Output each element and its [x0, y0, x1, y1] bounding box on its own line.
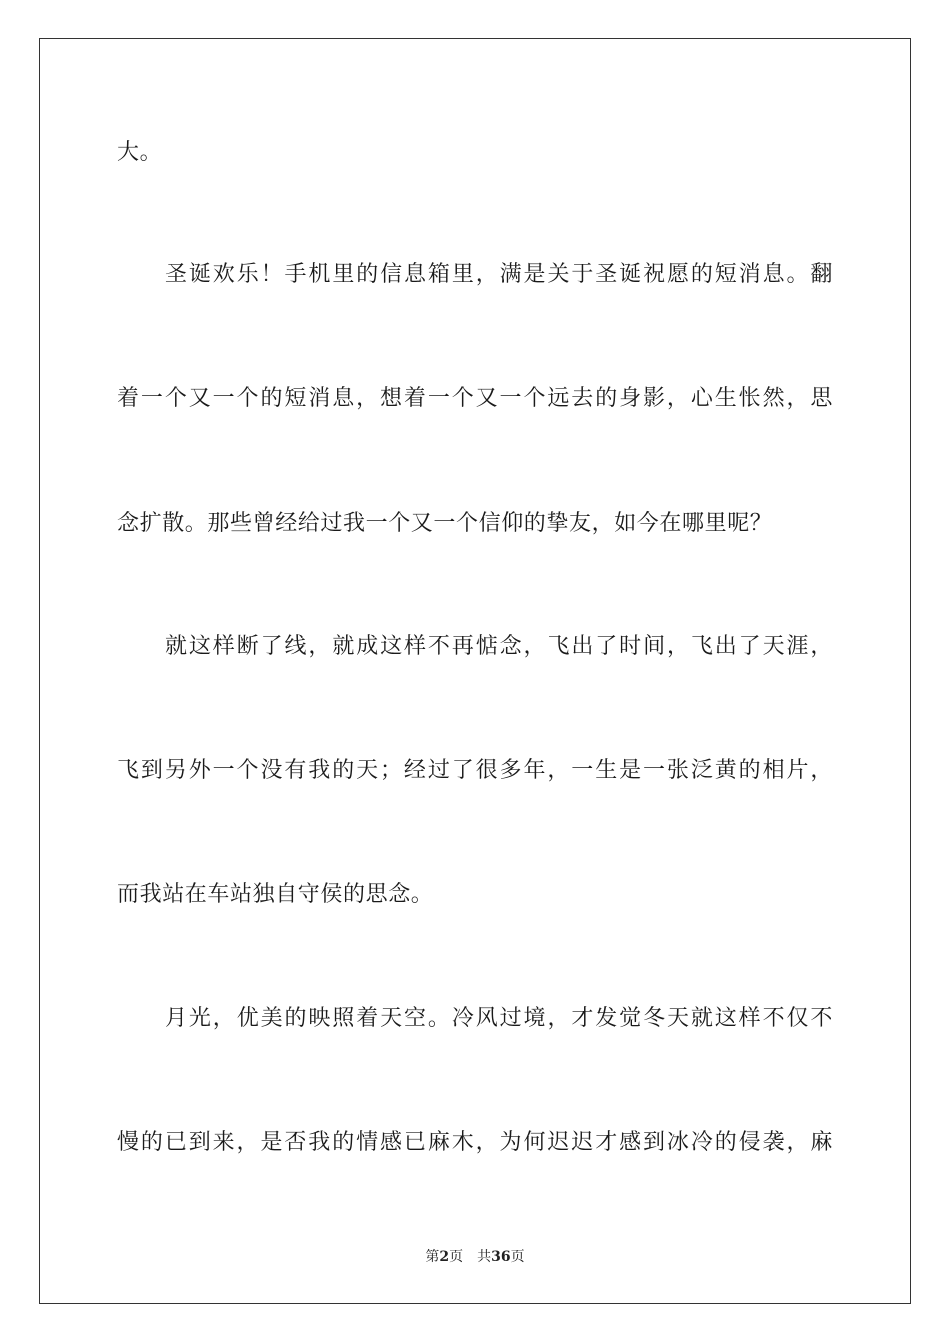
page-prefix: 第 [425, 1249, 440, 1265]
text-line-9: 慢的已到来，是否我的情感已麻木，为何迟迟才感到冰冷的侵袭，麻 [117, 1130, 833, 1155]
page-suffix: 页 [449, 1249, 464, 1265]
page-border [39, 38, 911, 1304]
current-page-number: 2 [439, 1249, 450, 1265]
text-line-3: 着一个又一个的短消息，想着一个又一个远去的身影，心生怅然，思 [117, 386, 833, 411]
text-line-5: 就这样断了线，就成这样不再惦念，飞出了时间，飞出了天涯， [165, 634, 833, 659]
page-footer [0, 1248, 950, 1266]
total-prefix: 共 [477, 1249, 492, 1265]
total-suffix: 页 [510, 1249, 525, 1265]
text-line-4: 念扩散。那些曾经给过我一个又一个信仰的挚友，如今在哪里呢？ [117, 511, 773, 536]
text-line-2: 圣诞欢乐！手机里的信息箱里，满是关于圣诞祝愿的短消息。翻 [165, 262, 833, 287]
text-line-1: 大。 [117, 140, 163, 165]
text-line-7: 而我站在车站独自守侯的思念。 [117, 882, 434, 907]
total-pages-number: 36 [491, 1249, 511, 1265]
text-line-8: 月光，优美的映照着天空。冷风过境，才发觉冬天就这样不仅不 [165, 1006, 833, 1031]
text-line-6: 飞到另外一个没有我的天；经过了很多年，一生是一张泛黄的相片， [117, 758, 833, 783]
